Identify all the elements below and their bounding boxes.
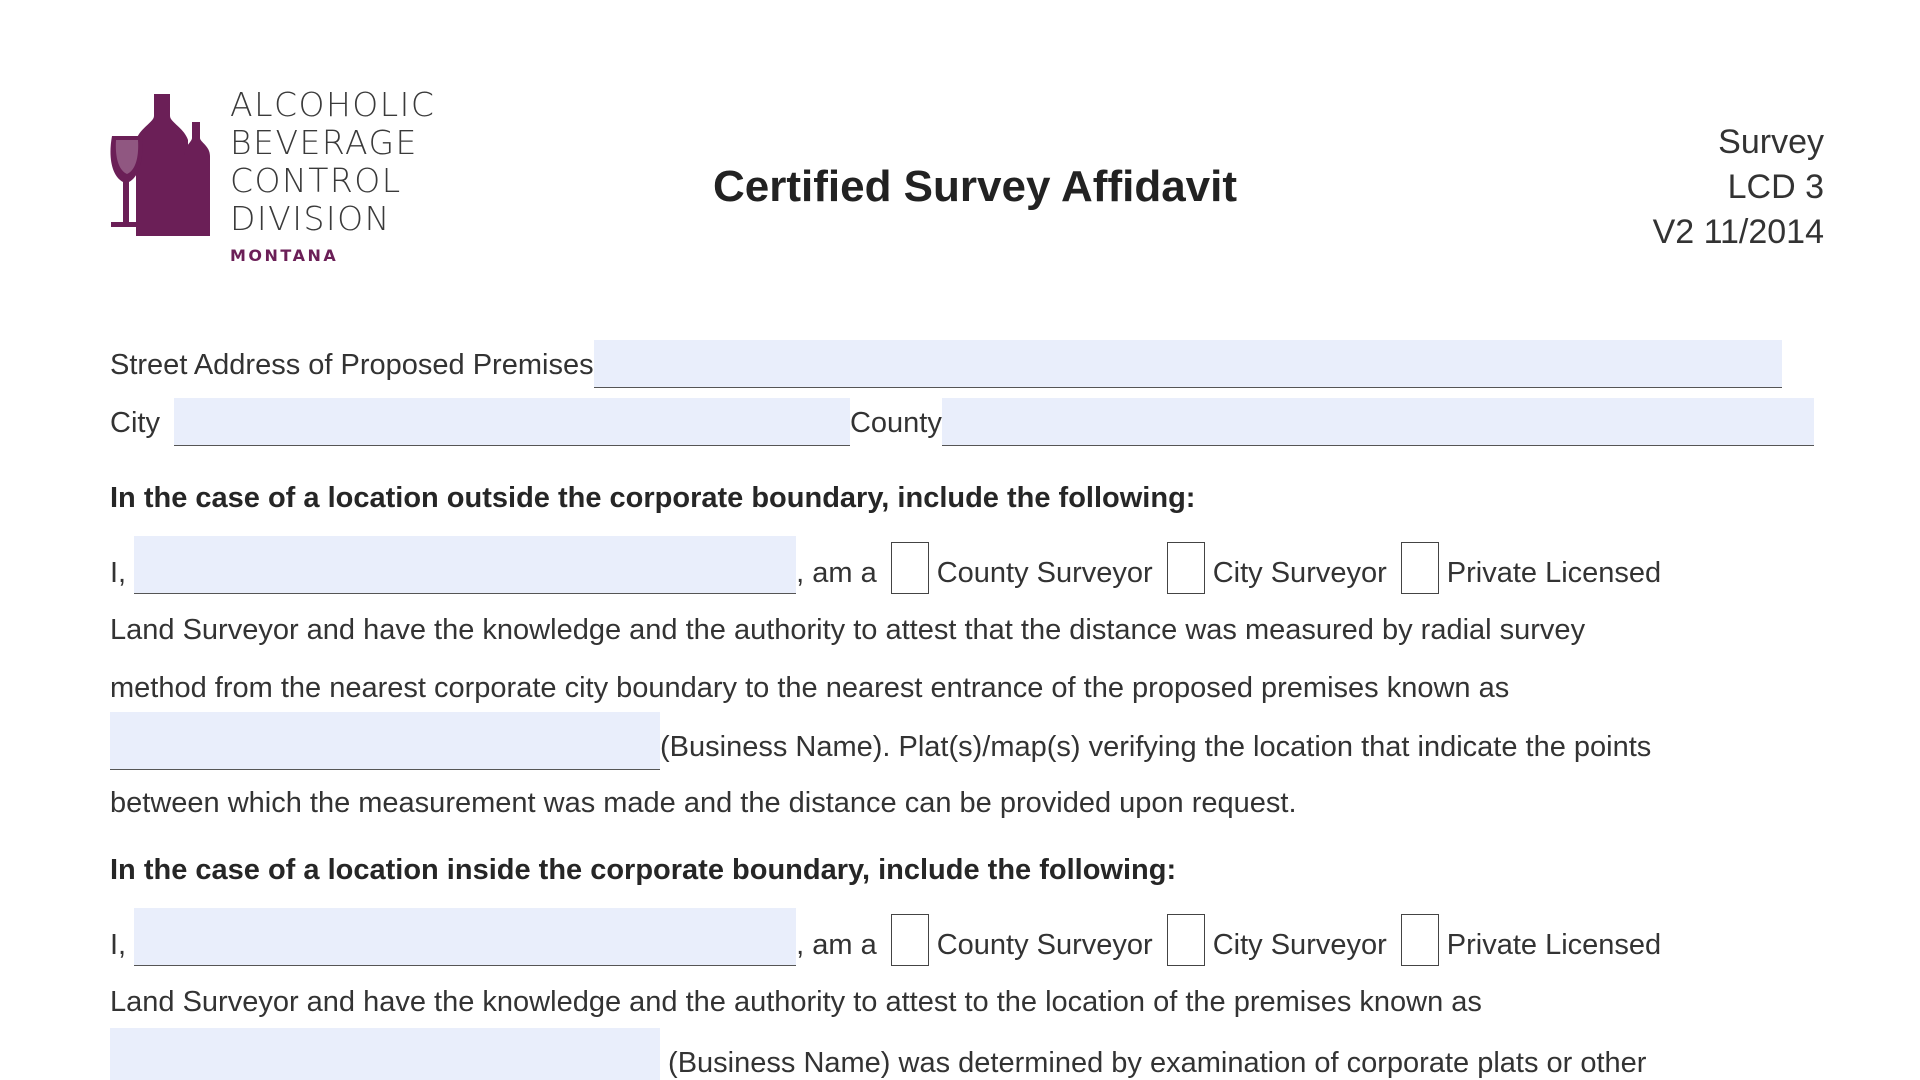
logo-line-1: ALCOHOLIC [230,85,436,124]
outside-business-name-field[interactable] [110,712,660,770]
inside-city-option [1153,914,1387,966]
inside-county-option [877,914,1153,966]
form-id-line-3: V2 11/2014 [1652,213,1824,251]
outside-boundary-heading: In the case of a location outside the corporate boundary, include the following: [110,482,1196,514]
inside-surveyor-name-field[interactable] [134,908,796,966]
city-county-row [110,398,1814,446]
outside-city-surveyor-checkbox[interactable] [1167,542,1205,594]
inside-county-surveyor-label: County Surveyor [936,929,1153,961]
outside-private-surveyor-label: Private Licensed [1446,557,1662,589]
inside-i-label: I, [110,929,127,961]
city-label: City [110,407,160,439]
inside-city-surveyor-checkbox[interactable] [1167,914,1205,966]
inside-text-line-3: (Business Name) was determined by examination of corporate plats or other [660,1047,1647,1079]
form-id-line-1: Survey [1718,123,1824,161]
outside-private-surveyor-checkbox[interactable] [1401,542,1439,594]
logo-line-2: BEVERAGE [230,123,418,162]
inside-business-name-field[interactable] [110,1028,660,1080]
outside-am-a-label: , am a [796,557,877,589]
page-title: Certified Survey Affidavit [712,162,1238,211]
outside-county-surveyor-checkbox[interactable] [891,542,929,594]
inside-am-a-label: , am a [796,929,877,961]
outside-business-row [110,712,1651,770]
outside-i-label: I, [110,557,127,589]
street-address-field[interactable] [594,340,1782,388]
county-field[interactable] [942,398,1814,446]
form-identifier [1653,120,1824,255]
street-address-label: Street Address of Proposed Premises [110,349,594,381]
inside-private-option [1387,914,1661,966]
outside-text-line-5: between which the measurement was made and the distance can be provided upon request. [110,787,1297,819]
inside-county-surveyor-checkbox[interactable] [891,914,929,966]
outside-city-option [1153,542,1387,594]
outside-surveyor-row [110,536,1661,594]
logo-line-4: DIVISION [230,199,391,238]
outside-text-line-3: method from the nearest corporate city boundary to the nearest entrance of the proposed premises known as [110,672,1510,704]
outside-county-surveyor-label: County Surveyor [936,557,1153,589]
inside-text-line-2: Land Surveyor and have the knowledge and the authority to attest to the location of the premises known as [110,986,1482,1018]
outside-city-surveyor-label: City Surveyor [1212,557,1387,589]
form-id-line-2: LCD 3 [1727,168,1824,206]
outside-private-option [1387,542,1661,594]
street-address-row [110,340,1782,388]
inside-private-surveyor-label: Private Licensed [1446,929,1662,961]
county-label: County [849,407,942,439]
inside-private-surveyor-checkbox[interactable] [1401,914,1439,966]
city-field[interactable] [174,398,850,446]
outside-text-line-2: Land Surveyor and have the knowledge and the authority to attest that the distance was measured by radial survey [110,614,1586,646]
logo-line-3: CONTROL [230,161,402,200]
outside-text-line-4: (Business Name). Plat(s)/map(s) verifying the location that indicate the points [660,731,1652,763]
outside-county-option [877,542,1153,594]
inside-surveyor-row [110,908,1661,966]
inside-city-surveyor-label: City Surveyor [1212,929,1387,961]
outside-surveyor-name-field[interactable] [134,536,796,594]
inside-boundary-heading: In the case of a location inside the corporate boundary, include the following: [110,854,1177,886]
logo-state: MONTANA [230,246,339,265]
inside-business-row [110,1028,1646,1080]
